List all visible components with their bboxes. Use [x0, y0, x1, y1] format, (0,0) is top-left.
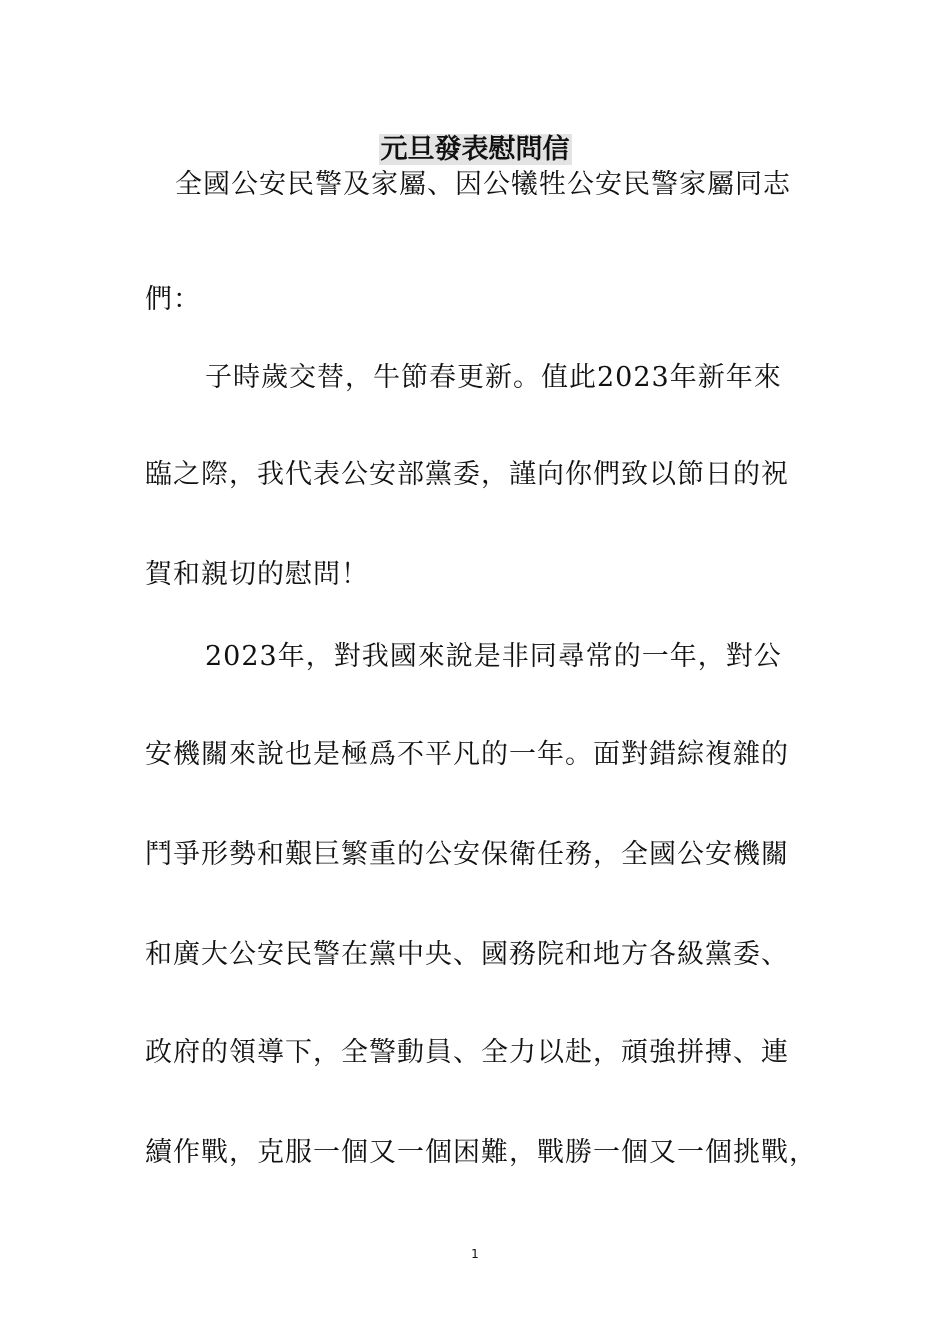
paragraph-2-line-2: 安機關來說也是極爲不平凡的一年。面對錯綜複雜的 [145, 739, 789, 770]
paragraph-2-line-3: 鬥爭形勢和艱巨繁重的公安保衛任務，全國公安機關 [145, 839, 789, 870]
salutation-line-2: 們： [145, 284, 201, 315]
paragraph-2-line-6: 續作戰，克服一個又一個困難，戰勝一個又一個挑戰， [145, 1137, 817, 1168]
page-number: 1 [471, 1247, 479, 1261]
paragraph-1-line-2: 臨之際，我代表公安部黨委，謹向你們致以節日的祝 [145, 459, 789, 490]
salutation-line-1: 全國公安民警及家屬、因公犧牲公安民警家屬同志 [175, 169, 791, 200]
paragraph-2-line-5: 政府的領導下，全警動員、全力以赴，頑強拼搏、連 [145, 1037, 789, 1068]
paragraph-2-line-4: 和廣大公安民警在黨中央、國務院和地方各級黨委、 [145, 939, 789, 970]
paragraph-1-line-1: 子時歲交替，牛節春更新。值此2023年新年來 [205, 362, 782, 393]
paragraph-1-line-3: 賀和親切的慰問！ [145, 559, 369, 590]
document-title-text: 元旦發表慰問信 [380, 134, 570, 165]
paragraph-2-line-1: 2023年，對我國來說是非同尋常的一年，對公 [205, 641, 782, 672]
document-title [0, 130, 950, 170]
